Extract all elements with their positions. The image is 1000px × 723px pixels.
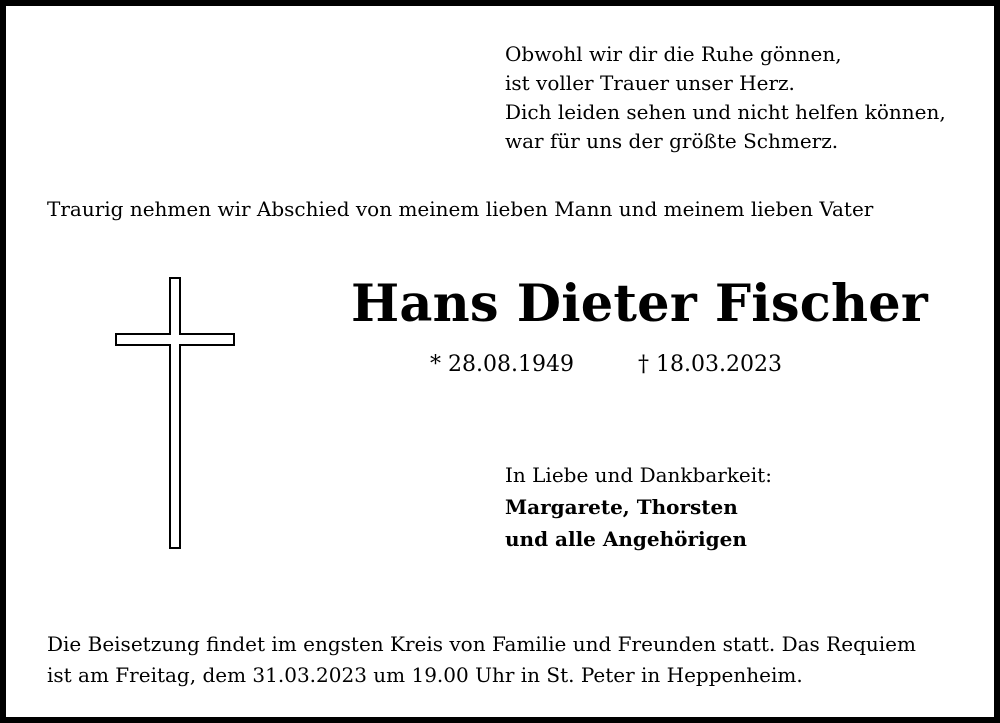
family-names: Margarete, Thorsten bbox=[505, 495, 738, 519]
birth-date: * 28.08.1949 bbox=[430, 352, 574, 377]
poem-line: war für uns der größte Schmerz. bbox=[505, 129, 839, 153]
death-date: † 18.03.2023 bbox=[638, 352, 782, 377]
notice-line: ist am Freitag, dem 31.03.2023 um 19.00 Uhr in St. Peter in Heppenheim. bbox=[47, 663, 803, 687]
poem-line: Obwohl wir dir die Ruhe gönnen, bbox=[505, 42, 842, 66]
poem-line: Dich leiden sehen und nicht helfen können, bbox=[505, 100, 946, 124]
intro-text: Traurig nehmen wir Abschied von meinem lieben Mann und meinem lieben Vater bbox=[47, 197, 874, 221]
family-names: und alle Angehörigen bbox=[505, 527, 747, 551]
family-signature bbox=[505, 459, 945, 555]
cross-icon bbox=[115, 277, 235, 549]
notice-line: Die Beisetzung findet im engsten Kreis von Familie und Freunden statt. Das Requiem bbox=[47, 632, 916, 656]
deceased-name: Hans Dieter Fischer bbox=[351, 274, 929, 334]
poem bbox=[505, 40, 985, 156]
family-label: In Liebe und Dankbarkeit: bbox=[505, 463, 772, 487]
poem-line: ist voller Trauer unser Herz. bbox=[505, 71, 795, 95]
funeral-notice bbox=[47, 629, 987, 691]
